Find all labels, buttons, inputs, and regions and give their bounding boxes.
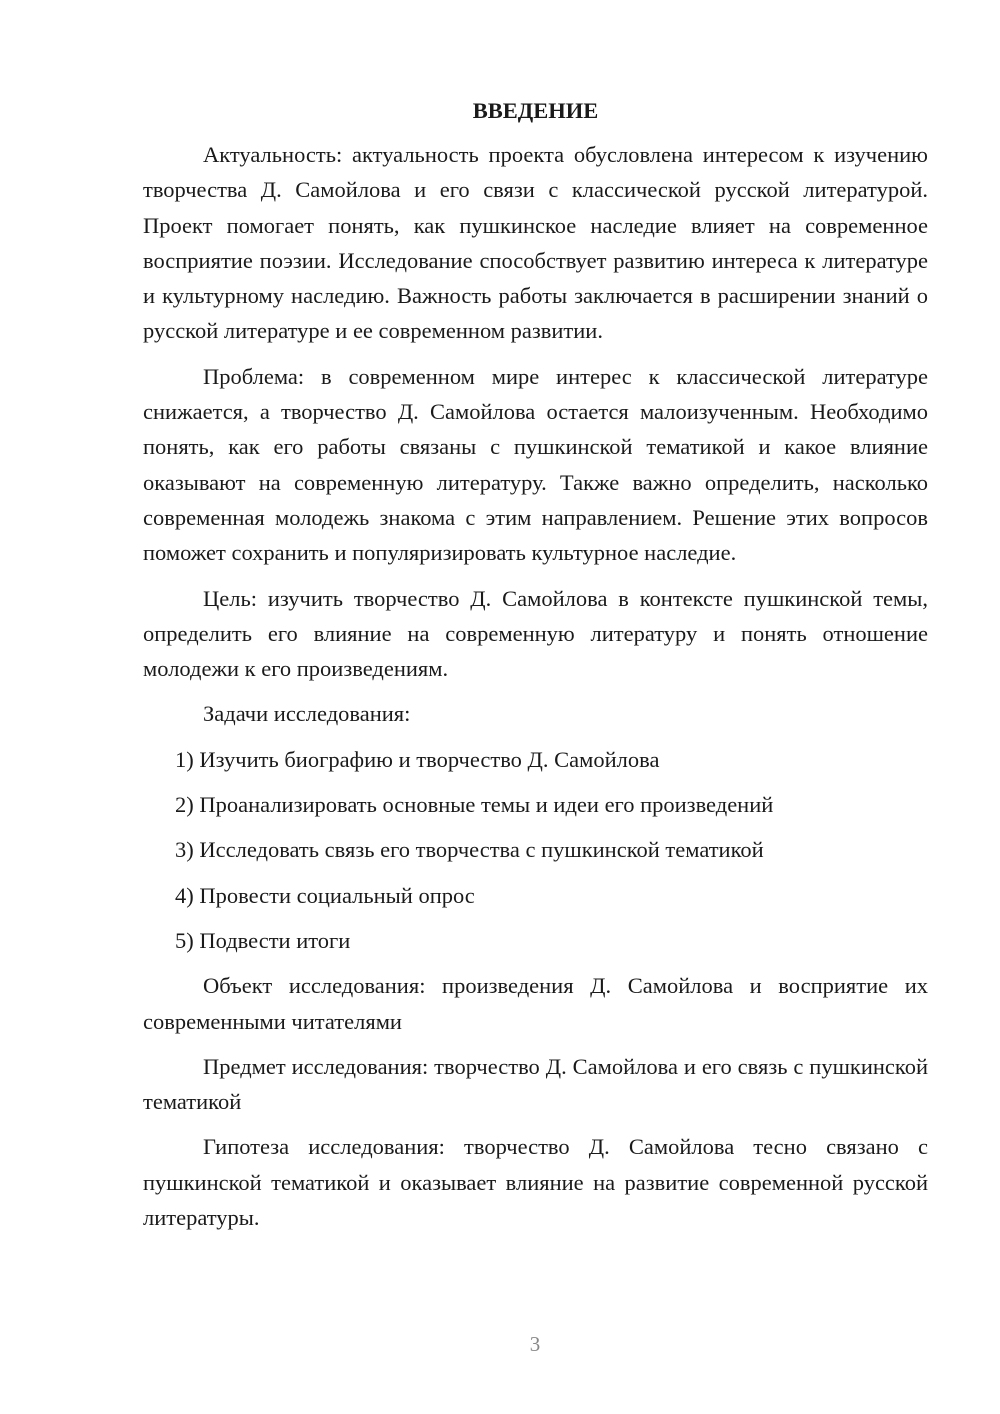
page-content bbox=[143, 93, 928, 1245]
paragraph-object: Объект исследования: произведения Д. Самойлова и восприятие их современными читателями bbox=[143, 973, 928, 1034]
list-item: 5) Подвести итоги bbox=[175, 927, 351, 953]
list-item: 4) Провести социальный опрос bbox=[175, 882, 475, 908]
page-title: ВВЕДЕНИЕ bbox=[472, 98, 599, 123]
tasks-list bbox=[143, 742, 928, 958]
paragraph-relevance: Актуальность: актуальность проекта обусловлена интересом к изучению творчества Д. Самойлова и его связи с классической русской литературой. Проект помогает понять, как пушкинское наследие влияет на современное восприятие поэзии. Исследование способствует развитию интереса к литературе и культурному наследию. Важность работы заключается в расширении знаний о русской литературе и ее современном развитии. bbox=[143, 142, 928, 344]
paragraph-hypothesis: Гипотеза исследования: творчество Д. Самойлова тесно связано с пушкинской тематикой и оказывает влияние на развитие современной русской литературы. bbox=[143, 1134, 928, 1231]
list-item: 1) Изучить биографию и творчество Д. Самойлова bbox=[175, 746, 660, 772]
list-item: 2) Проанализировать основные темы и идеи его произведений bbox=[175, 792, 774, 818]
tasks-heading: Задачи исследования: bbox=[203, 701, 411, 727]
list-item: 3) Исследовать связь его творчества с пушкинской тематикой bbox=[175, 837, 764, 863]
paragraph-problem: Проблема: в современном мире интерес к классической литературе снижается, а творчество Д. Самойлова остается малоизученным. Необходимо понять, как его работы связаны с пушкинской тематикой и какое влияние оказывают на современную литературу. Также важно определить, насколько современная молодежь знакома с этим направлением. Решение этих вопросов поможет сохранить и популяризировать культурное наследие. bbox=[143, 363, 928, 566]
paragraph-goal: Цель: изучить творчество Д. Самойлова в контексте пушкинской темы, определить его влияние на современную литературу и понять отношение молодежи к его произведениям. bbox=[143, 585, 928, 682]
page-number: 3 bbox=[529, 1332, 541, 1356]
paragraph-subject: Предмет исследования: творчество Д. Самойлова и его связь с пушкинской тематикой bbox=[143, 1053, 928, 1115]
